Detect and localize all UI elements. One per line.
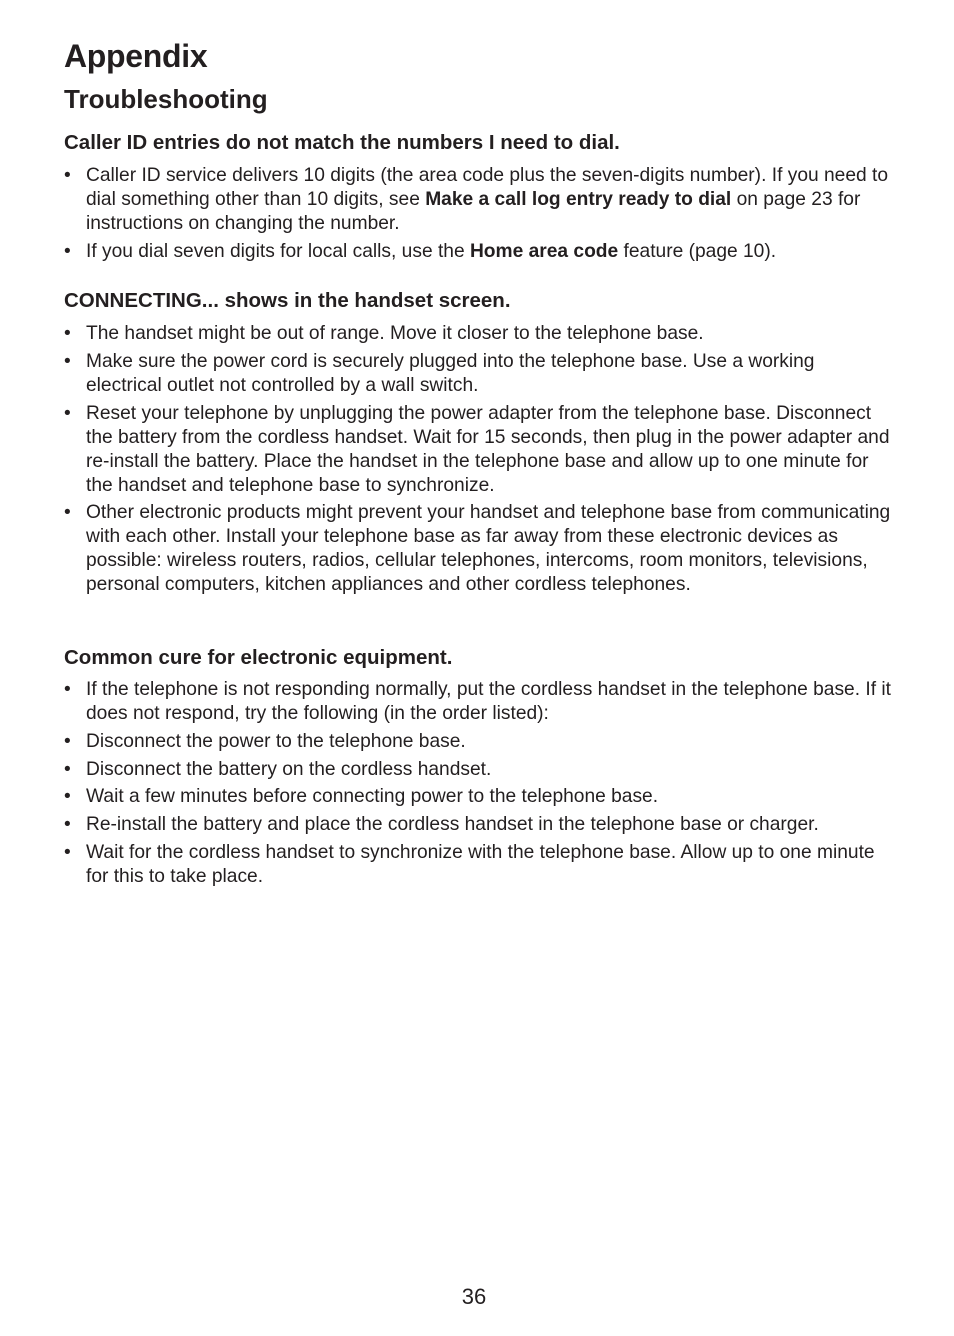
bullet-icon: • (64, 350, 71, 372)
bullet-icon: • (64, 730, 71, 752)
bullet-icon: • (64, 240, 71, 262)
bullet-icon: • (64, 679, 71, 700)
question-heading-common-cure: Common cure for electronic equipment. (64, 646, 453, 669)
list-item: • The handset might be out of range. Move it closer to the telephone base. (64, 323, 704, 344)
bullet-icon: • (64, 165, 71, 186)
bullet-list-connecting (64, 322, 894, 601)
list-item: • Reset your telephone by unplugging the power adapter from the telephone base. Disconnect the battery from the cordless handset. Wait for 15 seconds, then plug in the power adapter and re-install the battery. Place the handset in the telephone base and allow up to one minute for the handset and telephone base to synchronize. (64, 402, 890, 496)
question-heading-connecting: CONNECTING... shows in the handset screen. (64, 289, 511, 312)
bullet-icon: • (64, 814, 71, 836)
list-item: • Other electronic products might prevent your handset and telephone base from communicating with each other. Install your telephone base as far away from these electronic devices as possible: wireless routers, radios, cellular telephones, intercoms, room monitors, televisions, personal computers, kitchen appliances and other cordless telephones. (64, 502, 891, 596)
list-item: • Caller ID service delivers 10 digits (the area code plus the seven-digits number). If you need to dial something other than 10 digits, see Make a call log entry ready to dial on page 23 for instructions on changing the number. (64, 165, 889, 234)
bullet-icon: • (64, 402, 71, 424)
page-number: 36 (461, 1284, 487, 1309)
list-item: • Make sure the power cord is securely plugged into the telephone base. Use a working electrical outlet not controlled by a wall switch. (64, 350, 815, 396)
bullet-icon: • (64, 502, 71, 524)
bullet-icon: • (64, 786, 71, 808)
bullet-icon: • (64, 841, 71, 863)
list-item: • If you dial seven digits for local calls, use the Home area code feature (page 10). (64, 240, 777, 262)
list-item: • Disconnect the battery on the cordless handset. (64, 758, 492, 780)
list-item: • Wait a few minutes before connecting power to the telephone base. (64, 786, 659, 808)
bullet-icon: • (64, 758, 71, 780)
page-title: Appendix (64, 38, 208, 74)
bullet-list-caller-id (64, 164, 894, 268)
bullet-list-common-cure (64, 678, 894, 893)
question-heading-caller-id: Caller ID entries do not match the numbers I need to dial. (64, 131, 620, 154)
list-item: • Disconnect the power to the telephone base. (64, 730, 466, 752)
list-item: • If the telephone is not responding normally, put the cordless handset in the telephone base. If it does not respond, try the following (in the order listed): (64, 679, 891, 724)
list-item: • Re-install the battery and place the cordless handset in the telephone base or charger. (64, 814, 819, 836)
bullet-icon: • (64, 323, 71, 344)
list-item: • Wait for the cordless handset to synchronize with the telephone base. Allow up to one minute for this to take place. (64, 841, 875, 887)
section-title: Troubleshooting (64, 84, 268, 114)
